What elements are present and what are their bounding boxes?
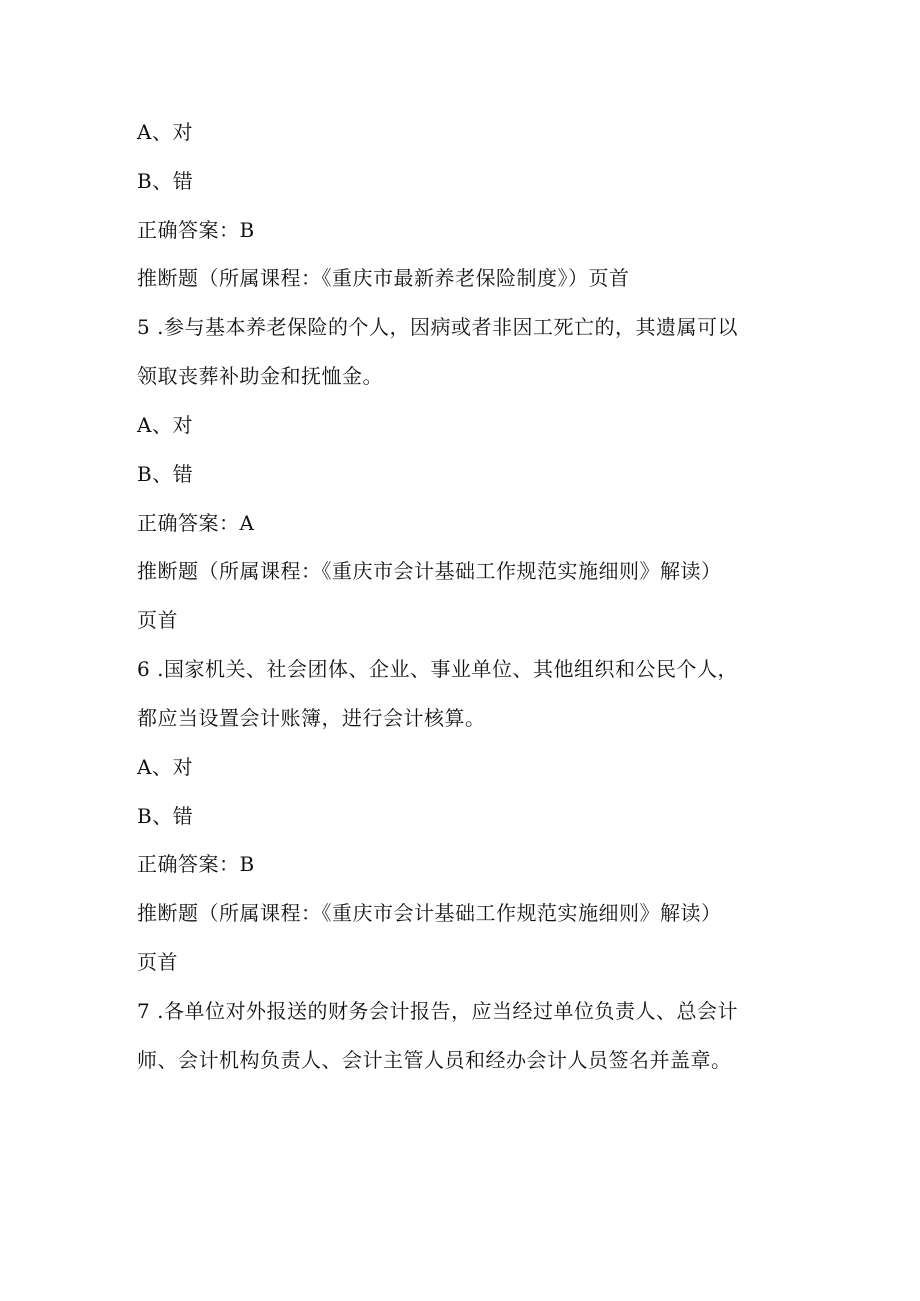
correct-answer: 正确答案：B	[137, 218, 255, 242]
question-5-text: 5 .参与基本养老保险的个人，因病或者非因工死亡的，其遗属可以	[137, 315, 738, 339]
question-type-course: 推断题（所属课程：《重庆市最新养老保险制度》）页首	[137, 266, 630, 290]
question-7-text: 7 .各单位对外报送的财务会计报告，应当经过单位负责人、总会计	[137, 999, 738, 1023]
page-top-link: 页首	[137, 608, 178, 632]
question-type-course: 推断题（所属课程：《重庆市会计基础工作规范实施细则》解读）	[137, 901, 722, 925]
correct-answer: 正确答案：B	[137, 852, 255, 876]
option-b: B、错	[137, 462, 194, 486]
option-a: A、对	[137, 755, 193, 779]
question-5-text-cont: 领取丧葬补助金和抚恤金。	[137, 364, 383, 388]
option-a: A、对	[137, 120, 193, 144]
question-6-text-cont: 都应当设置会计账簿，进行会计核算。	[137, 706, 486, 730]
question-6-text: 6 .国家机关、社会团体、企业、事业单位、其他组织和公民个人，	[137, 657, 738, 681]
question-7-text-cont: 师、会计机构负责人、会计主管人员和经办会计人员签名并盖章。	[137, 1048, 732, 1072]
page-top-link: 页首	[137, 950, 178, 974]
option-b: B、错	[137, 804, 194, 828]
option-a: A、对	[137, 413, 193, 437]
question-type-course: 推断题（所属课程：《重庆市会计基础工作规范实施细则》解读）	[137, 559, 722, 583]
correct-answer: 正确答案：A	[137, 511, 255, 535]
option-b: B、错	[137, 169, 194, 193]
